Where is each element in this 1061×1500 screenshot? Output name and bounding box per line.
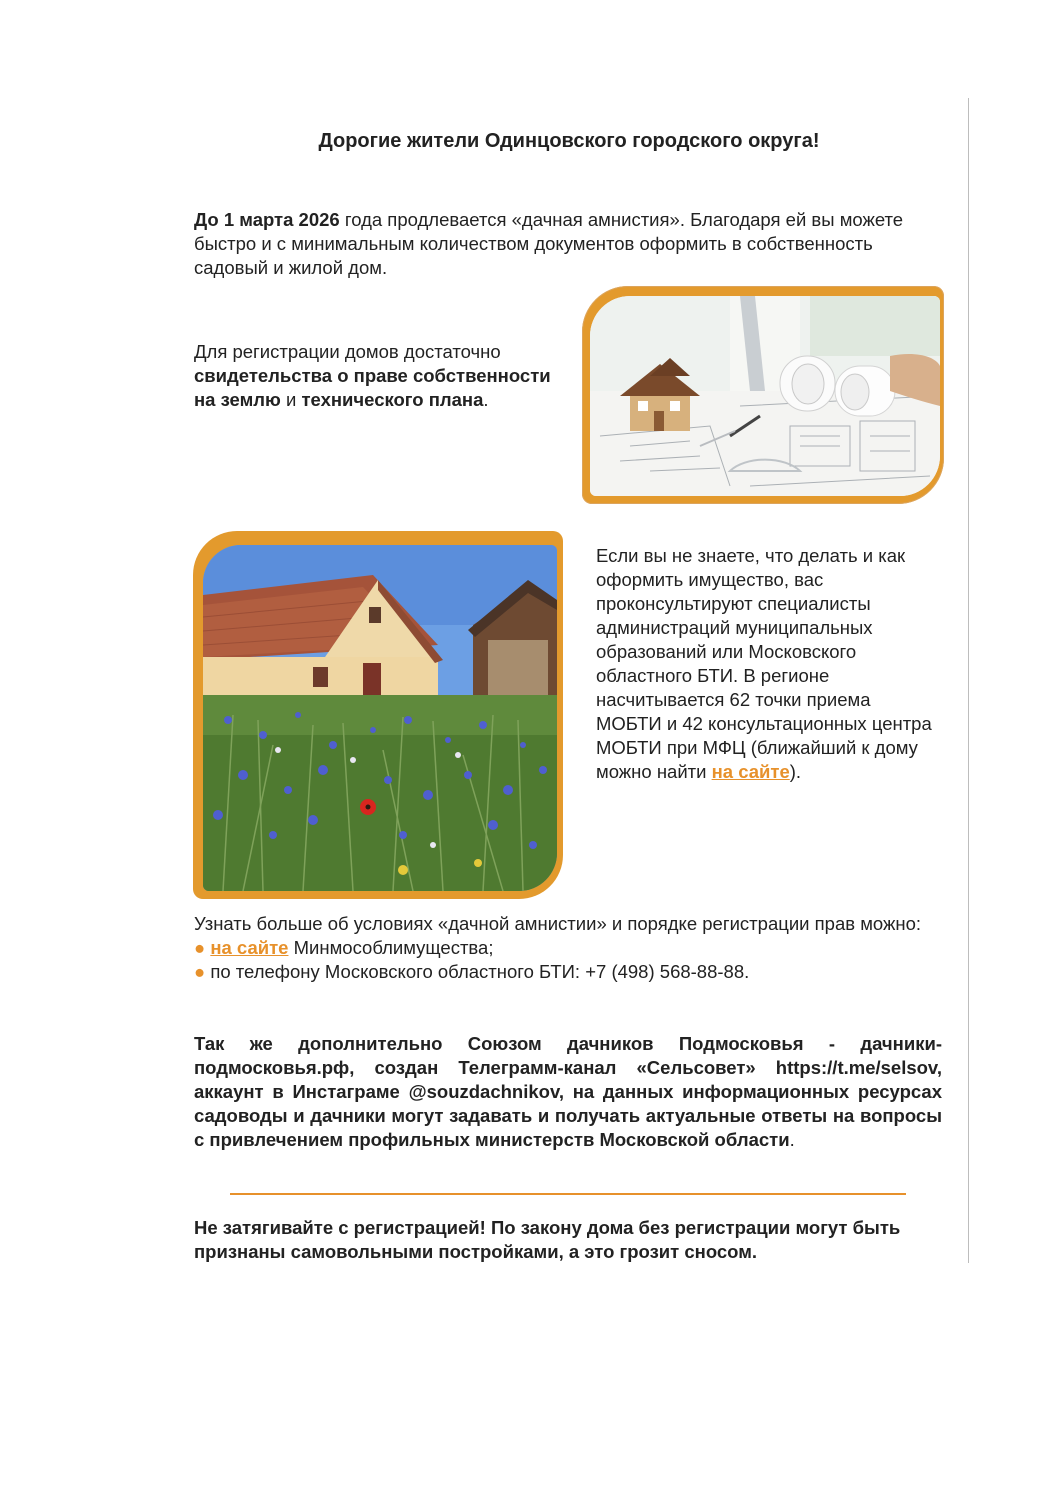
country-house-illustration — [203, 545, 557, 891]
meadow-photo — [203, 545, 557, 891]
bti-site-link[interactable]: на сайте — [711, 761, 790, 782]
union-end: . — [789, 1129, 795, 1150]
page-title: Дорогие жители Одинцовского городского округа! — [318, 130, 820, 152]
documents-text: Для регистрации домов достаточно — [194, 341, 501, 362]
technical-plan-text: технического плана — [301, 389, 484, 410]
period-text: . — [483, 389, 489, 410]
phone-text: по телефону Московского областного БТИ: +7 (498) 568-88-88. — [205, 961, 750, 982]
bullet-icon: ● — [194, 937, 206, 958]
ministry-site-link[interactable]: на сайте — [210, 937, 289, 958]
union-paragraph — [194, 1032, 942, 1152]
house-model-illustration — [590, 296, 940, 496]
bullet-icon: ● — [194, 961, 206, 982]
documents-paragraph — [194, 340, 564, 412]
land-certificate-text: свидетельства о праве собственности на землю — [194, 365, 551, 410]
deadline-text: До 1 марта 2026 — [194, 209, 340, 230]
conjunction-text: и — [280, 389, 302, 410]
more-info-paragraph — [194, 912, 944, 984]
union-text: Так же дополнительно Союзом дачников Подмосковья - дачники-подмосковья.рф, создан Телеграмм-канал «Сельсовет» https://t.me/selsov, аккаунт в Инстаграме @souzdachnikov, на данных информационных ресурсах садоводы и дачники могут задавать и получать актуальные ответы на вопросы с привлечением профильных министерств Московской области — [194, 1033, 942, 1150]
blueprints-photo — [590, 296, 940, 496]
intro-text: года продлевается «дачная амнистия». Благодаря ей вы можете быстро и с минимальным количеством документов оформить в собственность садовый и жилой дом. — [194, 209, 904, 278]
meadow-photo-frame — [193, 531, 563, 899]
divider — [230, 1193, 906, 1195]
more-info-intro: Узнать больше об условиях «дачной амнистии» и порядке регистрации прав можно: — [194, 913, 922, 934]
consultation-end: ). — [789, 761, 802, 782]
list-item — [194, 960, 944, 984]
warning-paragraph: Не затягивайте с регистрацией! По закону дома без регистрации могут быть признаны самовольными постройками, а это грозит сносом. — [194, 1217, 901, 1262]
blueprints-photo-frame — [582, 286, 944, 504]
page-margin-line — [968, 98, 969, 1263]
intro-paragraph — [194, 208, 934, 280]
ministry-text: Минмособлимущества; — [288, 937, 494, 958]
consultation-text: Если вы не знаете, что делать и как оформить имущество, вас проконсультируют специалисты администраций муниципальных образований или Московского областного БТИ. В регионе насчитывается 62 точки приема МОБТИ и 42 консультационных центра МОБТИ при МФЦ (ближайший к дому можно найти — [596, 545, 932, 782]
consultation-paragraph — [596, 544, 936, 784]
list-item — [194, 936, 944, 960]
